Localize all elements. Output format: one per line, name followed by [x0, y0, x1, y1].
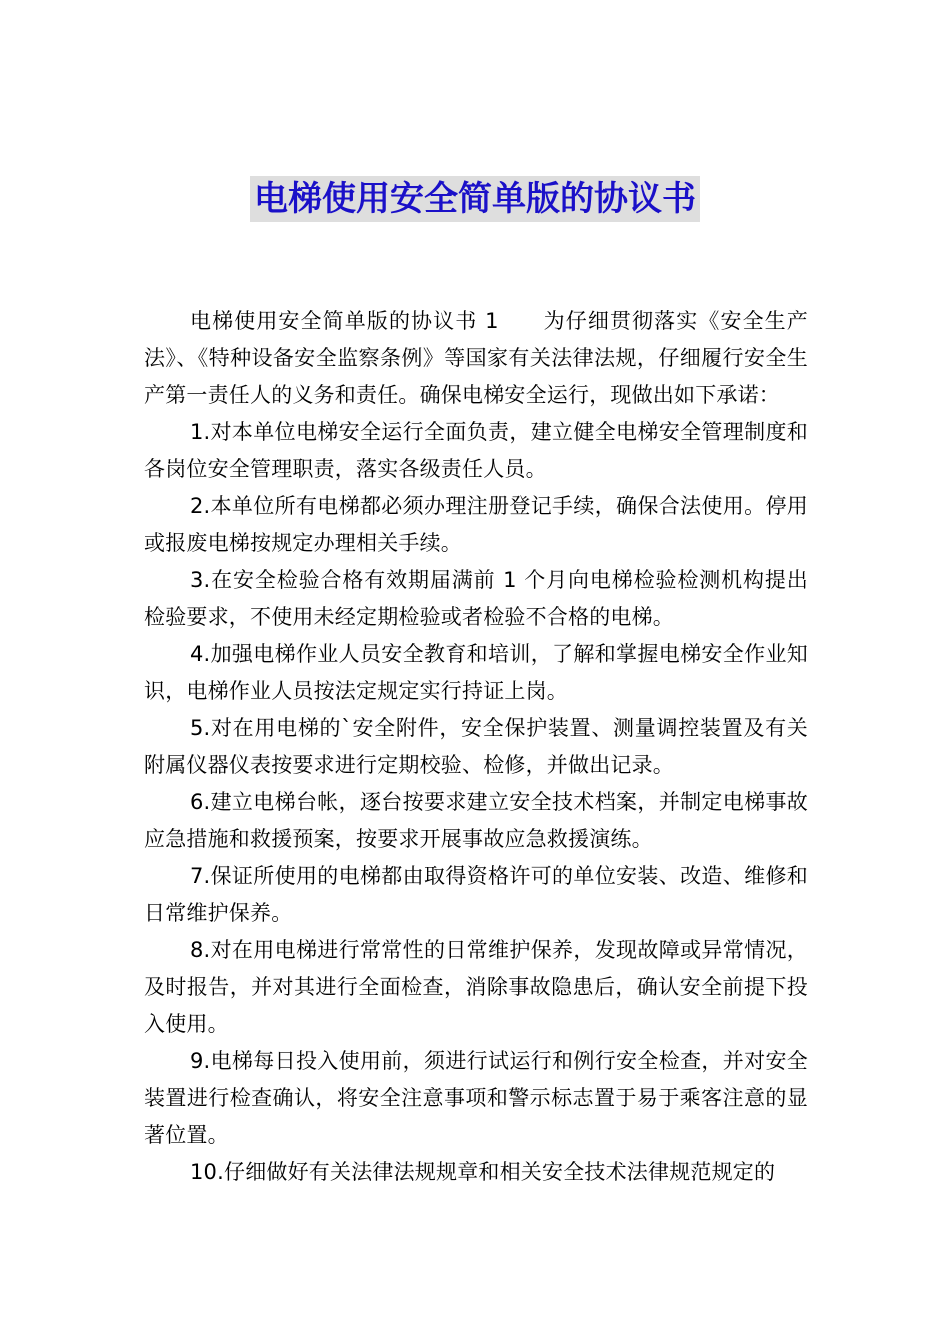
item-6: 6.建立电梯台帐，逐台按要求建立安全技术档案，并制定电梯事故应急措施和救援预案，按要求开展事故应急救援演练。	[144, 790, 808, 851]
intro-label: 电梯使用安全简单版的协议书 1	[190, 309, 499, 333]
item-5: 5.对在用电梯的`安全附件，安全保护装置、测量调控装置及有关附属仪器仪表按要求进行定期校验、检修，并做出记录。	[144, 716, 808, 777]
intro-paragraph	[144, 303, 808, 414]
item-7: 7.保证所使用的电梯都由取得资格许可的单位安装、改造、维修和日常维护保养。	[144, 864, 808, 925]
intro-text: 为仔细贯彻落实《安全生产法》、《特种设备安全监察条例》等国家有关法律法规，仔细履行安全生产第一责任人的义务和责任。确保电梯安全运行，现做出如下承诺：	[144, 309, 808, 407]
item-3: 3.在安全检验合格有效期届满前 1 个月向电梯检验检测机构提出检验要求，不使用未经定期检验或者检验不合格的电梯。	[144, 568, 808, 629]
item-9: 9.电梯每日投入使用前，须进行试运行和例行安全检查，并对安全装置进行检查确认，将安全注意事项和警示标志置于易于乘客注意的显著位置。	[144, 1049, 808, 1147]
item-1: 1.对本单位电梯安全运行全面负责，建立健全电梯安全管理制度和各岗位安全管理职责，落实各级责任人员。	[144, 420, 808, 481]
title-area	[0, 176, 950, 222]
document-title: 电梯使用安全简单版的协议书	[250, 176, 700, 222]
item-2: 2.本单位所有电梯都必须办理注册登记手续，确保合法使用。停用或报废电梯按规定办理相关手续。	[144, 494, 808, 555]
item-10: 10.仔细做好有关法律法规规章和相关安全技术法律规范规定的	[190, 1160, 776, 1184]
document-body	[144, 303, 808, 1191]
item-8: 8.对在用电梯进行常常性的日常维护保养，发现故障或异常情况，及时报告，并对其进行全面检查，消除事故隐患后，确认安全前提下投入使用。	[144, 938, 808, 1036]
item-4: 4.加强电梯作业人员安全教育和培训，了解和掌握电梯安全作业知识，电梯作业人员按法定规定实行持证上岗。	[144, 642, 808, 703]
